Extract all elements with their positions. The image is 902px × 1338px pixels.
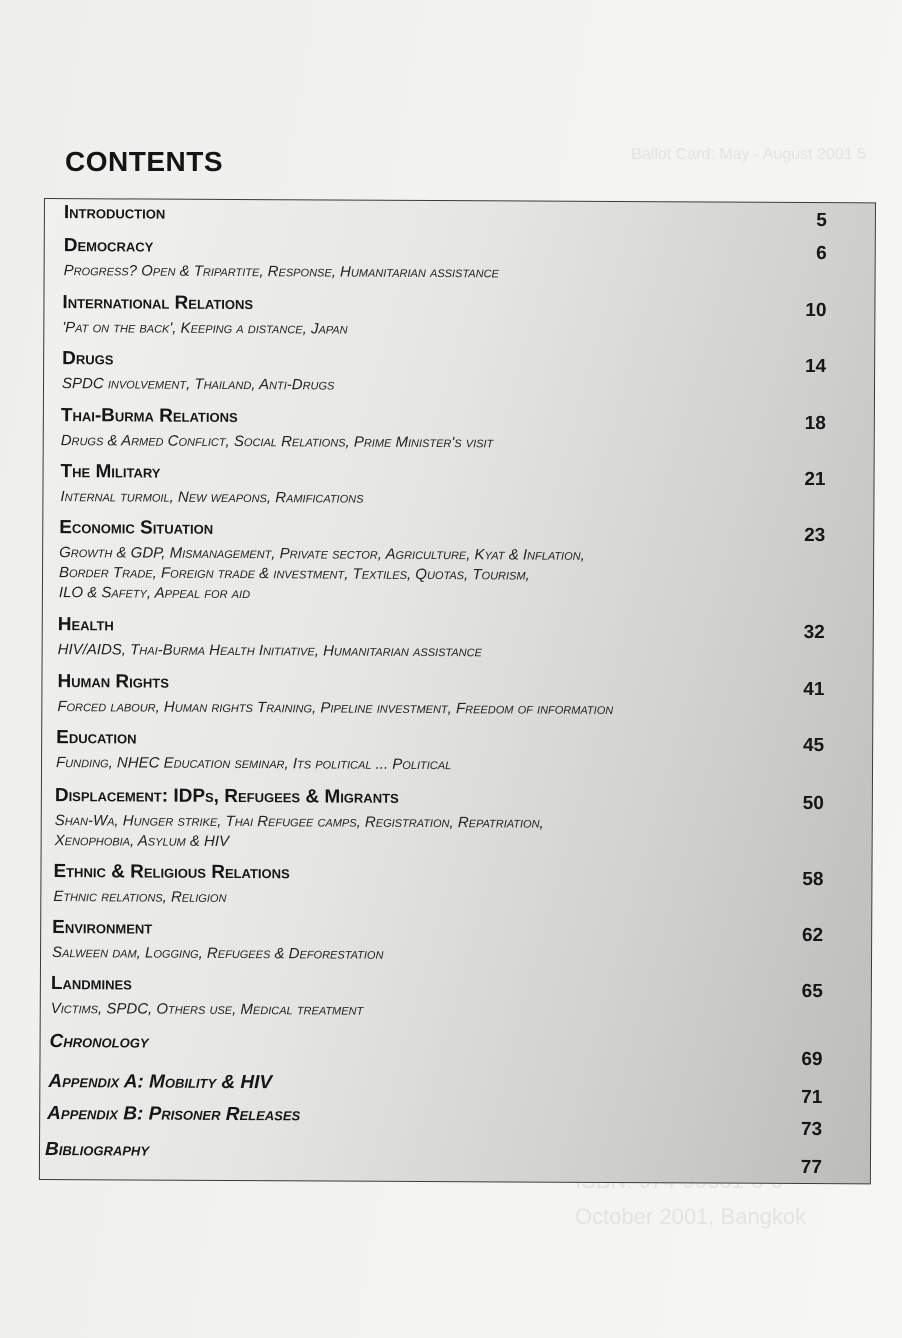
table-of-contents bbox=[39, 198, 876, 1184]
toc-entry-economic-situation[interactable] bbox=[43, 517, 873, 603]
entry-subtopics: Salween dam, Logging, Refugees & Deforestation bbox=[52, 944, 384, 963]
toc-entry-human-rights[interactable] bbox=[43, 671, 873, 718]
entry-title: Human Rights bbox=[57, 671, 169, 693]
entry-page-number: 69 bbox=[801, 1048, 823, 1071]
entry-title: Economic Situation bbox=[59, 517, 214, 539]
entry-title: The Military bbox=[60, 461, 161, 483]
toc-entry-health[interactable] bbox=[43, 614, 873, 661]
entry-subtopics: ILO & Safety, Appeal for aid bbox=[58, 584, 251, 603]
entry-subtopics: Internal turmoil, New weapons, Ramifications bbox=[60, 488, 364, 507]
toc-entry-ethnic-religious-relations[interactable] bbox=[42, 861, 872, 906]
entry-subtopics: Growth & GDP, Mismanagement, Private sector, Agriculture, Kyat & Inflation, bbox=[59, 544, 585, 564]
toc-entry-landmines[interactable] bbox=[41, 973, 871, 1019]
entry-subtopics: Xenophobia, Asylum & HIV bbox=[54, 832, 230, 850]
toc-entry-the-military[interactable] bbox=[44, 461, 874, 507]
entry-title: Displacement: IDPs, Refugees & Migrants bbox=[54, 785, 399, 808]
entry-page-number: 65 bbox=[801, 980, 823, 1003]
entry-page-number: 5 bbox=[816, 210, 827, 232]
entry-page-number: 6 bbox=[816, 243, 827, 265]
entry-title: Chronology bbox=[49, 1031, 149, 1053]
entry-subtopics: Shan-Wa, Hunger strike, Thai Refugee camps, Registration, Repatriation, bbox=[54, 812, 544, 832]
entry-subtopics: Funding, NHEC Education seminar, Its political ... Political bbox=[55, 754, 452, 774]
toc-entry-drugs[interactable] bbox=[44, 348, 874, 394]
entry-subtopics: Progress? Open & Tripartite, Response, Humanitarian assistance bbox=[63, 262, 499, 282]
toc-entry-bibliography[interactable] bbox=[40, 1139, 870, 1179]
toc-entry-international-relations[interactable] bbox=[45, 292, 875, 338]
toc-entry-thai-burma-relations[interactable] bbox=[44, 405, 874, 452]
entry-title: Appendix A: Mobility & HIV bbox=[48, 1071, 273, 1094]
entry-page-number: 10 bbox=[805, 299, 827, 322]
entry-page-number: 14 bbox=[804, 355, 827, 378]
toc-entry-displacement[interactable] bbox=[42, 785, 872, 850]
entry-page-number: 71 bbox=[801, 1086, 823, 1109]
entry-title: Landmines bbox=[50, 973, 132, 995]
entry-title: Bibliography bbox=[44, 1139, 150, 1161]
toc-entry-democracy[interactable] bbox=[45, 235, 875, 282]
entry-title: Environment bbox=[52, 917, 153, 939]
entry-title: Drugs bbox=[62, 348, 114, 370]
toc-entry-environment[interactable] bbox=[41, 917, 871, 963]
entry-subtopics: Victims, SPDC, Others use, Medical treatment bbox=[50, 1000, 364, 1019]
entry-page-number: 32 bbox=[803, 621, 825, 644]
entry-page-number: 45 bbox=[802, 734, 825, 757]
entry-title: Appendix B: Prisoner Releases bbox=[47, 1103, 301, 1126]
entry-page-number: 41 bbox=[803, 678, 825, 701]
entry-page-number: 50 bbox=[802, 792, 824, 815]
entry-subtopics: Border Trade, Foreign trade & investment, Textiles, Quotas, Tourism, bbox=[58, 564, 530, 584]
entry-subtopics: Ethnic relations, Religion bbox=[53, 888, 227, 906]
entry-title: Education bbox=[56, 727, 137, 749]
toc-entry-introduction[interactable] bbox=[45, 202, 875, 232]
toc-entry-chronology[interactable] bbox=[41, 1031, 871, 1071]
entry-subtopics: Forced labour, Human rights Training, Pipeline investment, Freedom of information bbox=[57, 698, 614, 718]
publication-date-show-through: October 2001, Bangkok bbox=[575, 1204, 807, 1229]
entry-subtopics: Drugs & Armed Conflict, Social Relations, Prime Minister's visit bbox=[60, 432, 494, 452]
entry-page-number: 58 bbox=[802, 868, 824, 891]
entry-title: International Relations bbox=[62, 292, 254, 315]
toc-entry-appendix-a[interactable] bbox=[40, 1071, 870, 1109]
entry-title: Thai-Burma Relations bbox=[60, 405, 238, 428]
running-header-show-through: Ballot Card: May - August 2001 5 bbox=[631, 146, 866, 163]
entry-title: Democracy bbox=[63, 235, 154, 257]
toc-entry-education[interactable] bbox=[42, 727, 872, 774]
entry-page-number: 23 bbox=[804, 524, 826, 547]
entry-title: Health bbox=[57, 614, 114, 636]
contents-heading: CONTENTS bbox=[65, 146, 223, 177]
entry-page-number: 62 bbox=[801, 924, 824, 947]
toc-entry-appendix-b[interactable] bbox=[40, 1103, 870, 1141]
entry-page-number: 18 bbox=[804, 412, 826, 435]
entry-page-number: 21 bbox=[804, 468, 826, 491]
entry-title: Ethnic & Religious Relations bbox=[53, 861, 290, 884]
entry-page-number: 77 bbox=[800, 1156, 822, 1179]
entry-page-number: 73 bbox=[800, 1118, 823, 1141]
entry-title: Introduction bbox=[63, 202, 166, 224]
entry-subtopics: HIV/AIDS, Thai-Burma Health Initiative, Humanitarian assistance bbox=[57, 641, 482, 661]
entry-subtopics: 'Pat on the back', Keeping a distance, Japan bbox=[62, 319, 348, 338]
entry-subtopics: SPDC involvement, Thailand, Anti-Drugs bbox=[61, 375, 335, 394]
